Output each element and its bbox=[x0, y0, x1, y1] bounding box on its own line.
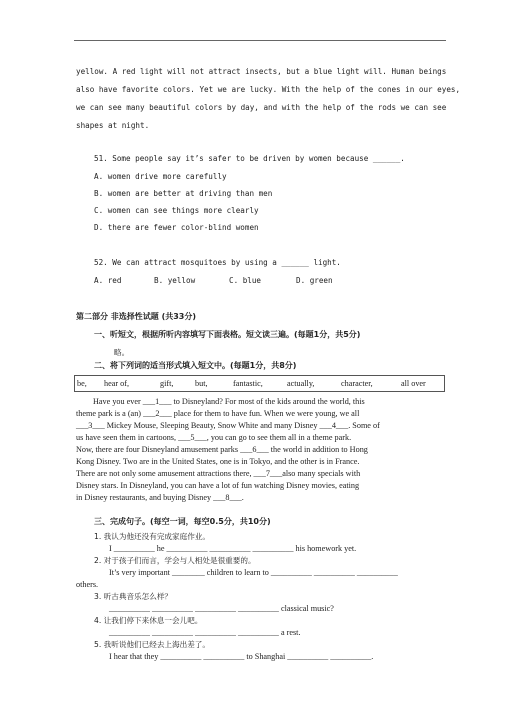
question-52-option-c: C. blue bbox=[229, 276, 262, 285]
word-bank-item: all over bbox=[401, 379, 426, 388]
passage-line: we can see many beautiful colors by day, and with the help of the rods we can see bbox=[76, 103, 447, 112]
sentence-2-english: It’s very important ________ children to learn to __________ __________ __________ bbox=[109, 568, 398, 577]
sentence-3-english: __________ __________ __________ __________ classical music? bbox=[109, 604, 334, 613]
question-51-option-b: B. women are better at driving than men bbox=[94, 189, 273, 198]
sentence-4-english: __________ __________ __________ __________ a rest. bbox=[109, 628, 301, 637]
question-51-stem: 51. Some people say it’s safer to be driven by women because ______. bbox=[94, 154, 405, 163]
word-bank-item: be, bbox=[77, 379, 87, 388]
section-one-title: 一、听短文，根据所听内容填写下面表格。短文读三遍。(每题1分，共5分) bbox=[94, 330, 361, 339]
header-rule bbox=[74, 40, 446, 41]
word-bank-item: but, bbox=[195, 379, 208, 388]
sentence-4-chinese: 4. 让我们停下来休息一会儿吧。 bbox=[94, 616, 203, 625]
cloze-line: theme park is a (an) ___2___ place for them to have fun. When we were young, we all bbox=[76, 409, 360, 418]
question-51-option-d: D. there are fewer color-blind women bbox=[94, 223, 259, 232]
word-bank-item: fantastic, bbox=[233, 379, 263, 388]
cloze-line: Kong Disney. Two are in the United States, one is in Tokyo, and the other is in France. bbox=[76, 457, 360, 466]
word-bank-box bbox=[74, 375, 445, 392]
section-two-title: 二、将下列词的适当形式填入短文中。(每题1分，共8分) bbox=[94, 361, 297, 370]
word-bank-item: character, bbox=[341, 379, 373, 388]
cloze-line: ___3___ Mickey Mouse, Sleeping Beauty, Snow White and many Disney ___4___. Some of bbox=[76, 421, 380, 430]
cloze-line: us have seen them in cartoons, ___5___, you can go to see them all in a theme park. bbox=[76, 433, 352, 442]
word-bank-item: gift, bbox=[160, 379, 174, 388]
passage-line: also have favorite colors. Yet we are lucky. With the help of the cones in our eyes, bbox=[76, 85, 461, 94]
cloze-line: There are not only some amusement attractions there, ___7___also many specials with bbox=[76, 469, 361, 478]
sentence-5-chinese: 5. 我听说他们已经去上海出差了。 bbox=[94, 640, 210, 649]
sentence-5-english: I hear that they __________ __________ to Shanghai __________ __________. bbox=[109, 652, 374, 661]
question-52-option-d: D. green bbox=[296, 276, 333, 285]
part-two-heading: 第二部分 非选择性试题 (共33分) bbox=[76, 312, 197, 321]
sentence-1-chinese: 1. 我认为他还没有完成家庭作业。 bbox=[94, 532, 210, 541]
sentence-2-chinese: 2. 对于孩子们而言，学会与人相处是很重要的。 bbox=[94, 556, 256, 565]
cloze-line: Disney stars. In Disneyland, you can have a lot of fun watching Disney movies, eating bbox=[76, 481, 360, 490]
sentence-1-english: I __________ he __________ __________ __________ his homework yet. bbox=[109, 544, 357, 553]
word-bank-item: actually, bbox=[287, 379, 315, 388]
cloze-line: Now, there are four Disneyland amusement parks ___6___ the world in addition to Hong bbox=[76, 445, 368, 454]
question-51-option-a: A. women drive more carefully bbox=[94, 172, 227, 181]
question-52-option-a: A. red bbox=[94, 276, 122, 285]
question-51-option-c: C. women can see things more clearly bbox=[94, 206, 259, 215]
cloze-line: Have you ever ___1___ to Disneyland? For most of the kids around the world, this bbox=[93, 397, 365, 406]
cloze-line: in Disney restaurants, and buying Disney ___8___. bbox=[76, 493, 244, 502]
word-bank-item: hear of, bbox=[104, 379, 130, 388]
sentence-2-continuation: others. bbox=[76, 580, 99, 589]
question-52-option-b: B. yellow bbox=[154, 276, 196, 285]
question-52-stem: 52. We can attract mosquitoes by using a ______ light. bbox=[94, 258, 341, 267]
passage-line: yellow. A red light will not attract insects, but a blue light will. Human beings bbox=[76, 67, 447, 76]
passage-line: shapes at night. bbox=[76, 121, 150, 130]
section-one-note: 略。 bbox=[114, 348, 130, 357]
section-three-title: 三、完成句子。(每空一词，每空0.5分，共10分) bbox=[94, 517, 271, 526]
sentence-3-chinese: 3. 听古典音乐怎么样？ bbox=[94, 592, 173, 601]
